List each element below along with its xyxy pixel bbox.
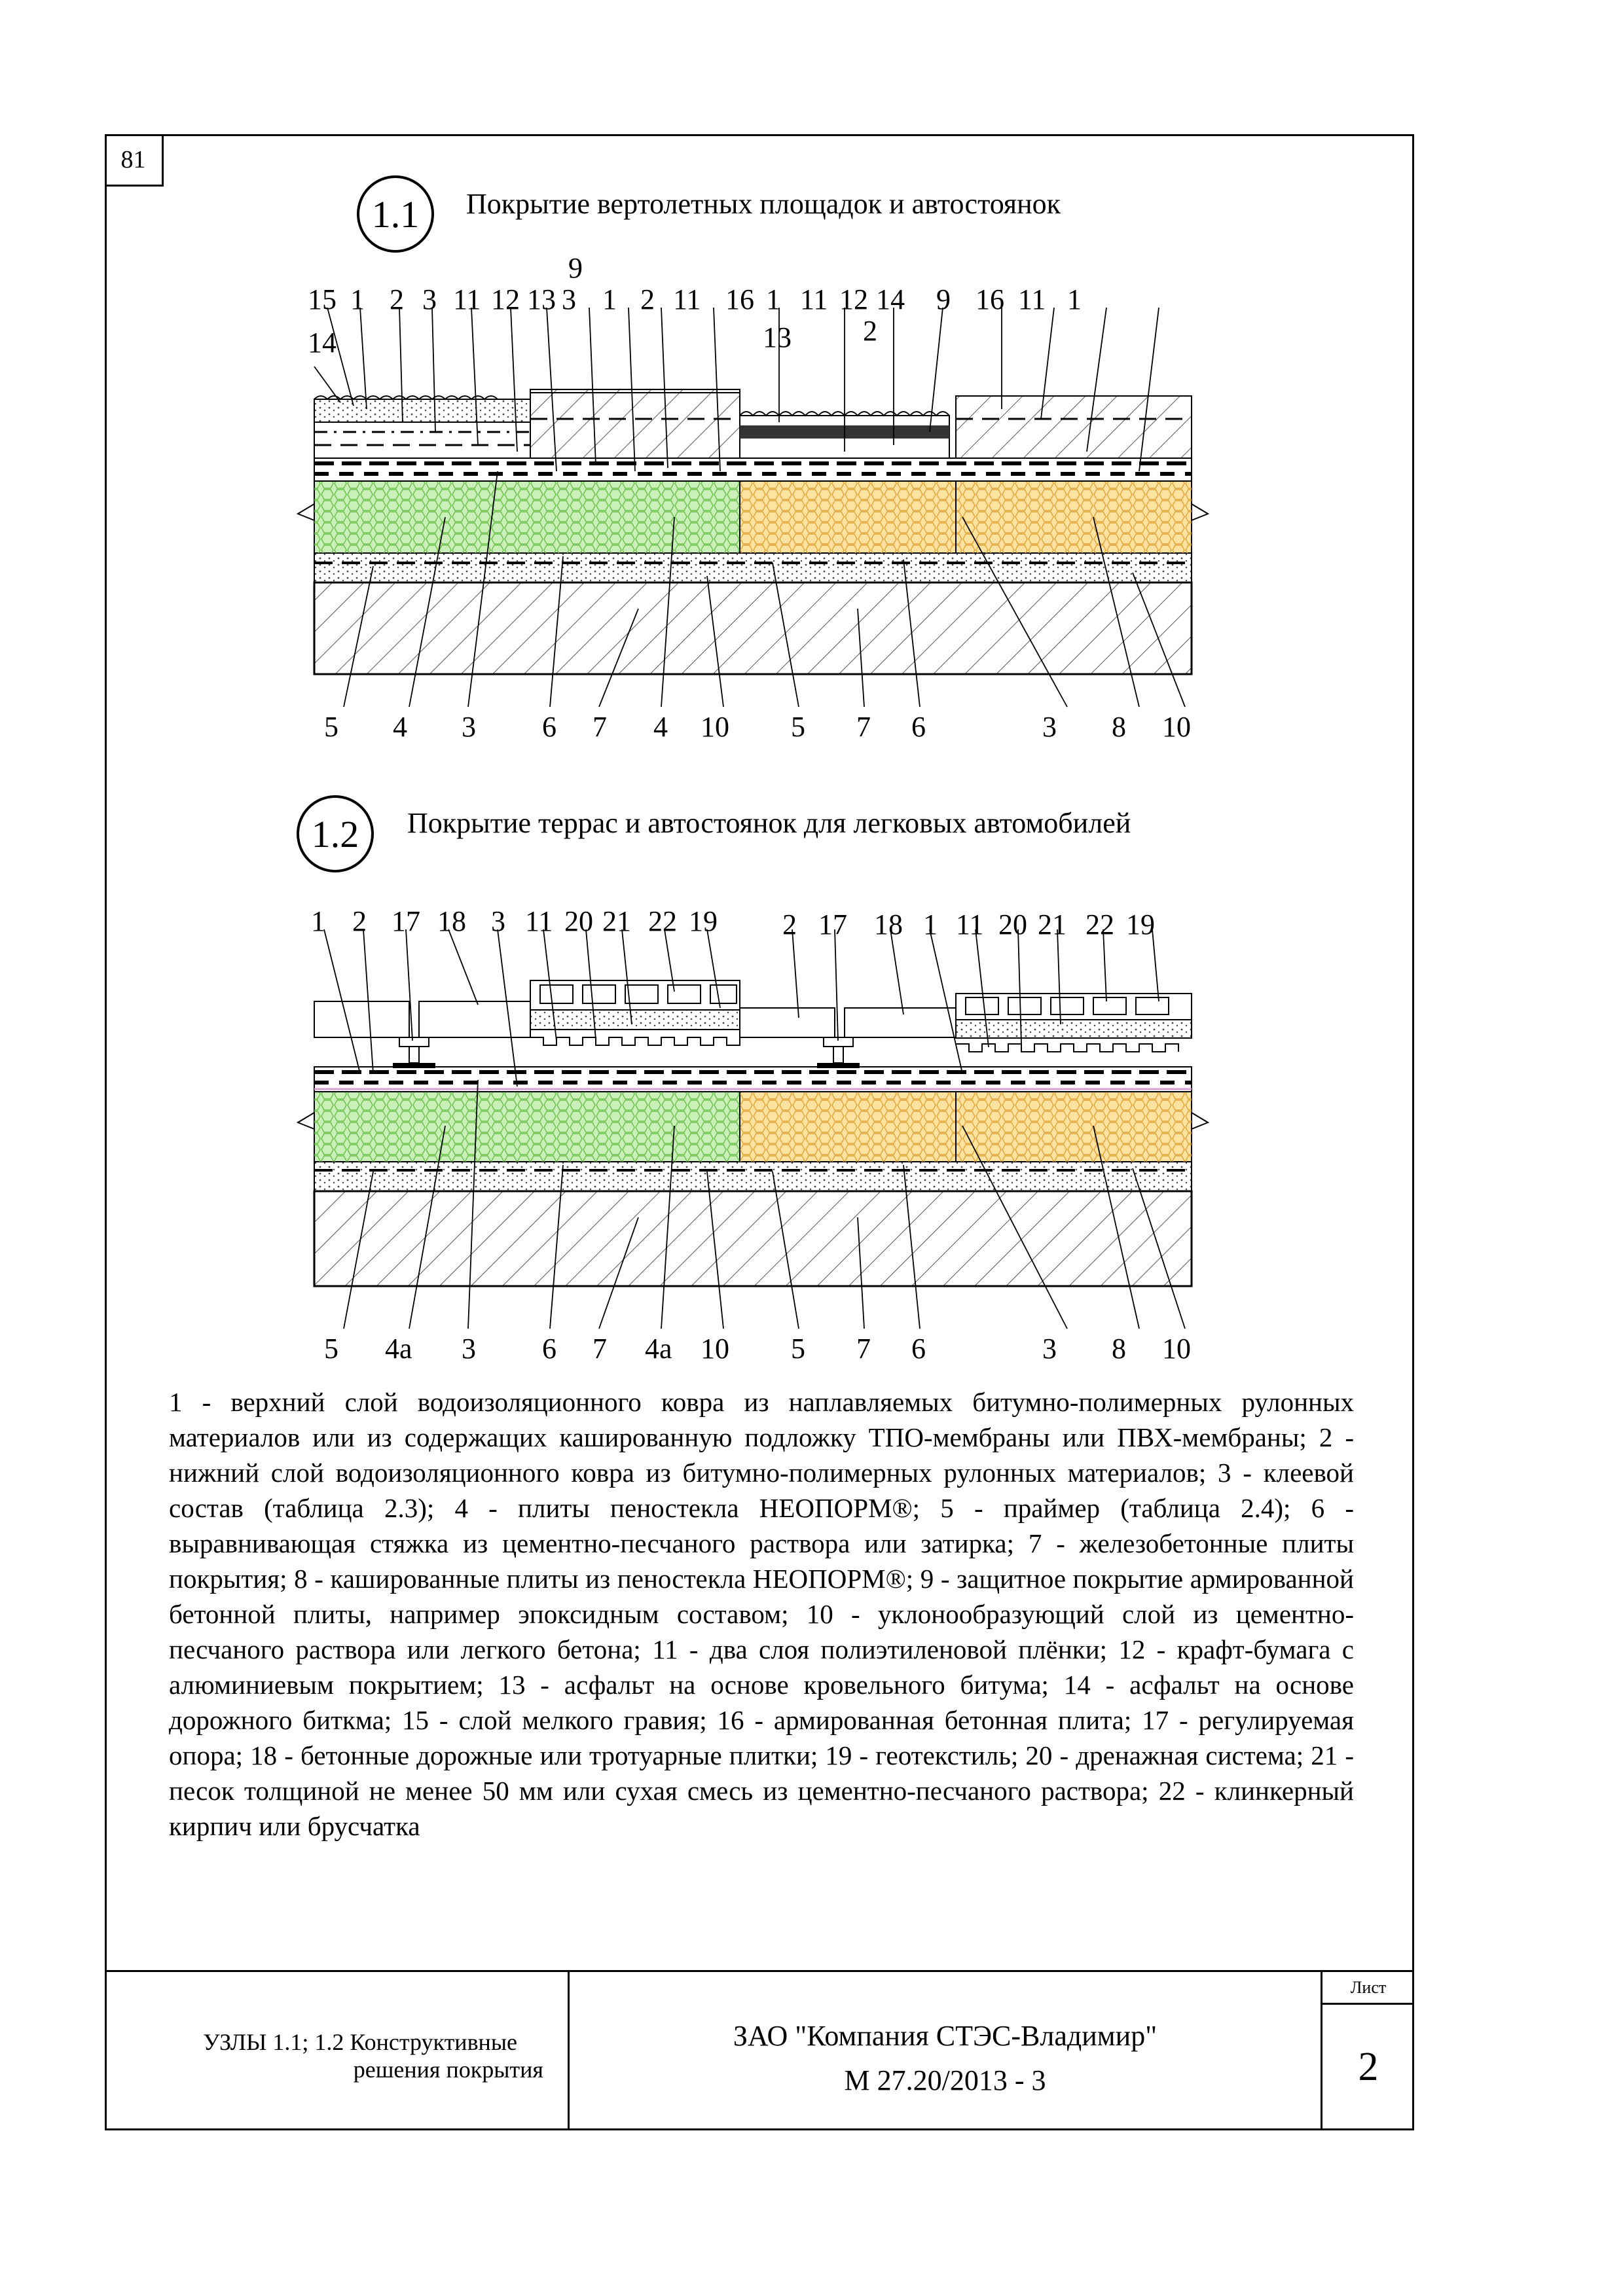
label: 11 [956,908,984,941]
document-code: М 27.20/2013 - 3 [844,2064,1046,2096]
node-1-2-marker: 1.2 [297,795,374,872]
node-1-1-title: Покрытие вертолетных площадок и автостоянок [466,188,1061,220]
label: 5 [791,711,805,743]
label: 2 [390,283,404,315]
label: 17 [818,908,847,941]
label: 7 [856,711,871,743]
label: 5 [324,711,338,743]
label: 9 [568,255,583,284]
page-number: 81 [105,134,164,187]
label: 5 [324,1333,338,1365]
label: 7 [593,1333,607,1365]
label: 16 [725,283,754,315]
label: 1 [602,283,617,315]
label: 1 [350,283,365,315]
label: 12 [839,283,868,315]
label: 8 [1112,711,1126,743]
label: 4a [385,1333,412,1365]
label: 11 [1018,283,1046,315]
label: 21 [1038,908,1067,941]
screed-layer [314,1162,1192,1191]
label: 13 [763,321,792,353]
sheet-number: 2 [1358,2044,1379,2089]
label: 1 [766,283,780,315]
title-block-node-cell [105,1972,570,2130]
label: 10 [701,1333,729,1365]
label: 4 [393,711,407,743]
node-1-2-title: Покрытие террас и автостоянок для легковых автомобилей [407,807,1131,839]
label: 3 [422,283,437,315]
sheet-label: Лист [1322,1972,1414,2005]
label: 1 [1067,283,1082,315]
label: 11 [453,283,481,315]
label: 3 [462,1333,476,1365]
label: 11 [673,283,701,315]
label: 6 [542,711,556,743]
label: 3 [562,283,576,315]
title-block-company-cell [570,1972,1322,2130]
label: 3 [1042,1333,1057,1365]
label: 6 [911,1333,926,1365]
label: 22 [1085,908,1114,941]
label: 14 [876,283,905,315]
company-name: ЗАО "Компания СТЭС-Владимир" [733,2020,1158,2052]
node-1-2-diagram [282,877,1218,1374]
label: 19 [689,905,718,937]
label: 16 [976,283,1004,315]
label: 3 [1042,711,1057,743]
label: 21 [602,905,631,937]
label: 10 [701,711,729,743]
title-block [105,1970,1414,2130]
node-description-line1: УЗЛЫ 1.1; 1.2 Конструктивные [203,2029,517,2055]
title-block-sheet-cell [1322,1972,1414,2130]
node-description-line2: решения покрытия [353,2056,543,2083]
label: 18 [874,908,903,941]
screed-layer [314,553,1192,583]
label: 7 [856,1333,871,1365]
slab-layer [314,583,1192,674]
label: 14 [308,327,337,359]
label: 15 [308,283,337,315]
label: 4 [653,711,668,743]
label: 6 [542,1333,556,1365]
label: 20 [998,908,1027,941]
label: 8 [1112,1333,1126,1365]
label: 3 [462,711,476,743]
label: 22 [648,905,677,937]
label: 2 [782,908,797,941]
label: 11 [800,283,828,315]
label: 1 [311,905,325,937]
label: 2 [352,905,367,937]
label: 12 [491,283,520,315]
label: 2 [640,283,655,315]
label: 1 [923,908,938,941]
label: 10 [1162,711,1191,743]
label: 2 [863,315,877,347]
label: 20 [564,905,593,937]
label: 9 [936,283,951,315]
label: 5 [791,1333,805,1365]
label: 6 [911,711,926,743]
label: 13 [527,283,556,315]
label: 3 [491,905,505,937]
slab-layer [314,1191,1192,1286]
label: 10 [1162,1333,1191,1365]
node-1-1-diagram [282,255,1218,753]
label: 4a [645,1333,672,1365]
legend-text: 1 - верхний слой водоизоляционного ковра из наплавляемых битумно-полимерных рулонных материалов или из содержащих кашированную подложку ТПО-мембраны или ПВХ-мембраны; 2 - нижний слой водоизоляционного ковра из битумно-полимерных рулонных материалов; 3 - клеевой состав (таблица 2.3); 4 - плиты пеностекла НЕОПОРМ®; 5 - праймер (таблица 2.4); 6 - выравнивающая стяжка из цементно-песчаного раствора или затирка; 7 - железобетонные плиты покрытия; 8 - кашированные плиты из пеностекла НЕОПОРМ®; 9 - защитное покрытие армированной бетонной плиты, например эпоксидным составом; 10 - уклонообразующий слой из цементно-песчаного раствора или легкого бетона; 11 - два слоя полиэтиленовой плёнки; 12 - крафт-бумага с алюминиевым покрытием; 13 - асфальт на основе кровельного битума; 14 - асфальт на основе дорожного биткма; 15 - слой мелкого гравия; 16 - армированная бетонная плита; 17 - регулируемая опора; 18 - бетонные дорожные или тротуарные плитки; 19 - геотекстиль; 20 - дренажная система; 21 - песок толщиной не менее 50 мм или сухая смесь из цементно-песчаного раствора; 22 - клинкерный кирпич или брусчатка [169,1387,1354,1841]
label: 7 [593,711,607,743]
label: 18 [437,905,466,937]
node-1-1-marker: 1.1 [357,175,434,253]
label: 19 [1126,908,1155,941]
label: 11 [525,905,553,937]
label: 17 [392,905,420,937]
